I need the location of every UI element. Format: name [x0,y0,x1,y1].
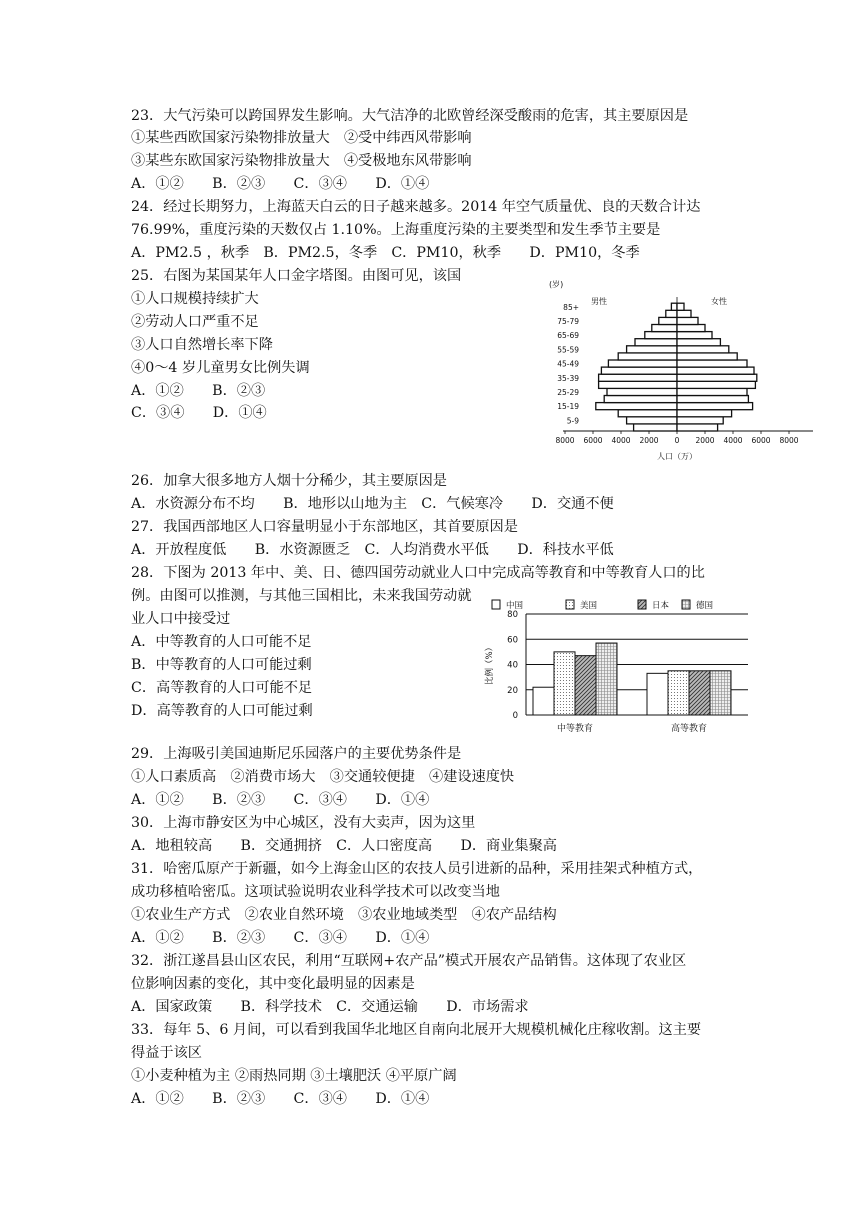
pyramid-bar-male [596,403,677,410]
text-line: ①人口规模持续扩大 [131,291,259,307]
pyramid-age-label: 75-79 [557,316,579,326]
text-line: ①某些西欧国家污染物排放量大 ②受中纬西风带影响 [131,130,472,146]
edu-legend-label: 中国 [506,601,524,611]
edu-bar [668,671,689,715]
edu-legend-swatch [566,600,574,609]
population-pyramid-svg [545,275,820,465]
pyramid-bar-female [677,374,757,381]
pyramid-bar-female [677,332,712,339]
pyramid-age-label: 65-69 [557,331,579,341]
text-line: 29．上海吸引美国迪斯尼乐园落户的主要优势条件是 [131,746,462,762]
pyramid-x-tick-label: 8000 [555,436,575,445]
text-line: A．地租较高 B．交通拥挤 C．人口密度高 D．商业集聚高 [131,838,557,854]
edu-y-axis-label: 比例（%） [485,642,495,686]
edu-legend-swatch [492,600,500,609]
text-line: 成功移植哈密瓜。这项试验说明农业科学技术可以改变当地 [131,884,500,900]
edu-bar [689,671,710,715]
pyramid-bar-female [677,360,747,367]
pyramid-bar-female [677,325,705,332]
pyramid-bar-male [618,353,677,360]
pyramid-bar-female [677,417,723,424]
pyramid-bar-male [599,374,677,381]
pyramid-x-tick-label: 2000 [639,436,659,445]
text-line: A．①② B．②③ C．③④ D．①④ [131,930,430,946]
edu-category-label: 中等教育 [556,724,594,734]
pyramid-bar-female [677,403,753,410]
text-line: ①农业生产方式 ②农业自然环境 ③农业地域类型 ④农产品结构 [131,907,557,923]
text-line: ④0～4 岁儿童男女比例失调 [131,360,310,376]
pyramid-bar-female [677,388,747,395]
pyramid-x-tick-label: 4000 [723,436,743,445]
pyramid-bar-male [599,381,677,388]
pyramid-x-tick-label: 6000 [751,436,771,445]
pyramid-bar-female [677,317,698,324]
pyramid-bar-female [677,381,755,388]
text-line: A．中等教育的人口可能不足 [131,634,312,650]
text-line: 28．下图为 2013 年中、美、日、德四国劳动就业人口中完成高等教育和中等教育人口的比 [131,565,705,581]
text-line: A．①② B．②③ C．③④ D．①④ [131,792,430,808]
pyramid-x-tick-label: 2000 [695,436,715,445]
pyramid-bar-male [627,346,677,353]
pyramid-x-tick-label: 8000 [779,436,799,445]
edu-bar [554,652,575,715]
text-line: B．中等教育的人口可能过剩 [131,657,312,673]
edu-bar [533,687,554,715]
text-line: ②劳动人口严重不足 [131,314,259,330]
edu-y-tick-label: 0 [512,711,518,721]
text-line: A．①② B．②③ C．③④ D．①④ [131,1091,430,1107]
pyramid-age-label: 15-19 [557,402,579,412]
edu-legend-label: 德国 [696,601,714,611]
pyramid-x-tick-label: 0 [674,436,680,445]
pyramid-bar-female [677,303,684,310]
pyramid-bar-female [677,396,748,403]
pyramid-bar-female [677,346,729,353]
text-line: A．国家政策 B．科学技术 C．交通运输 D．市场需求 [131,999,529,1015]
text-line: ①人口素质高 ②消费市场大 ③交通较便捷 ④建设速度快 [131,769,515,785]
text-line: D．高等教育的人口可能过剩 [131,703,313,719]
pyramid-bar-male [627,417,677,424]
pyramid-bar-female [677,424,718,431]
edu-y-tick-label: 40 [507,660,518,671]
pyramid-female-label: 女性 [711,297,727,306]
pyramid-bar-male [604,396,677,403]
pyramid-bar-male [652,325,677,332]
text-line: ③某些东欧国家污染物排放量大 ④受极地东风带影响 [131,153,472,169]
text-line: 23．大气污染可以跨国界发生影响。大气洁净的北欧曾经深受酸雨的危害，其主要原因是 [131,108,689,124]
edu-legend-swatch [682,600,690,609]
edu-category-label: 高等教育 [670,724,708,734]
pyramid-bar-male [659,317,677,324]
pyramid-bar-female [677,367,754,374]
edu-bar [575,656,596,715]
edu-bar [647,673,668,715]
pyramid-x-tick-label: 6000 [583,436,603,445]
text-line: 33．每年 5、6 月间，可以看到我国华北地区自南向北展开大规模机械化庄稼收割。这主要 [131,1022,702,1038]
text-line: 76.99%，重度污染的天数仅占 1.10%。上海重度污染的主要类型和发生季节主要是 [131,222,661,238]
education-bar-chart [478,592,758,746]
pyramid-bar-male [618,410,677,417]
pyramid-x-axis-label: 人口（万） [657,452,697,461]
text-line: A．PM2.5 ，秋季 B．PM2.5，冬季 C．PM10，秋季 D．PM10，冬季 [131,245,640,261]
education-bar-svg [478,592,758,742]
text-line: 30．上海市静安区为中心城区，没有大卖声，因为这里 [131,815,476,831]
pyramid-bar-male [666,310,677,317]
edu-y-tick-label: 60 [507,635,518,646]
text-line: A．开放程度低 B．水资源匮乏 C．人均消费水平低 D．科技水平低 [131,542,614,558]
text-line: 25．右图为某国某年人口金字塔图。由图可见，该国 [131,268,462,284]
text-line: A．①② B．②③ C．③④ D．①④ [131,176,430,192]
text-line: 32．浙江遂昌县山区农民，利用“互联网+农产品”模式开展农产品销售。这体现了农业区 [131,953,687,969]
population-pyramid-chart [545,275,820,469]
pyramid-bar-female [677,353,737,360]
pyramid-age-label: 5-9 [566,416,579,426]
edu-legend-label: 日本 [652,601,670,611]
pyramid-bar-female [677,310,691,317]
pyramid-bar-male [635,339,677,346]
pyramid-x-tick-label: 4000 [611,436,631,445]
pyramid-age-label: 25-29 [557,387,579,397]
edu-y-tick-label: 20 [507,685,518,696]
pyramid-bar-male [645,332,677,339]
pyramid-age-label: 45-49 [557,359,579,369]
text-line: ③人口自然增长率下降 [131,337,273,353]
pyramid-bar-female [677,410,732,417]
pyramid-bar-male [634,424,677,431]
text-line: A．①② B．②③ [131,383,266,399]
pyramid-bar-female [677,339,720,346]
edu-y-tick-label: 80 [507,610,518,620]
pyramid-age-label: 55-59 [557,345,579,355]
text-line: 27．我国西部地区人口容量明显小于东部地区，其首要原因是 [131,519,518,535]
pyramid-bar-male [607,388,677,395]
pyramid-age-label: 85+ [563,302,579,312]
pyramid-bar-male [608,360,677,367]
text-line: 24．经过长期努力，上海蓝天白云的日子越来越多。2014 年空气质量优、良的天数合计达 [131,199,701,215]
text-line: 得益于该区 [131,1045,202,1061]
text-line: 业人口中接受过 [131,611,231,627]
text-line: C．高等教育的人口可能不足 [131,680,313,696]
edu-bar [596,643,617,715]
edu-legend-swatch [638,600,646,609]
pyramid-bar-male [671,303,677,310]
text-line: C．③④ D．①④ [131,405,267,421]
pyramid-unit-label: (岁) [549,280,564,289]
edu-bar [710,671,731,715]
pyramid-bar-male [601,367,677,374]
edu-legend-label: 美国 [580,601,598,611]
text-line: A．水资源分布不均 B．地形以山地为主 C．气候寒冷 D．交通不便 [131,496,614,512]
text-line: 26．加拿大很多地方人烟十分稀少，其主要原因是 [131,473,447,489]
pyramid-male-label: 男性 [591,297,607,306]
text-line: 例。由图可以推测，与其他三国相比，未来我国劳动就 [131,588,472,604]
text-line: ①小麦种植为主 ②雨热同期 ③土壤肥沃 ④平原广阔 [131,1068,457,1084]
text-line: 31．哈密瓜原产于新疆，如今上海金山区的农技人员引进新的品种，采用挂架式种植方式， [131,861,703,877]
text-line: 位影响因素的变化，其中变化最明显的因素是 [131,976,415,992]
pyramid-age-label: 35-39 [557,373,579,383]
